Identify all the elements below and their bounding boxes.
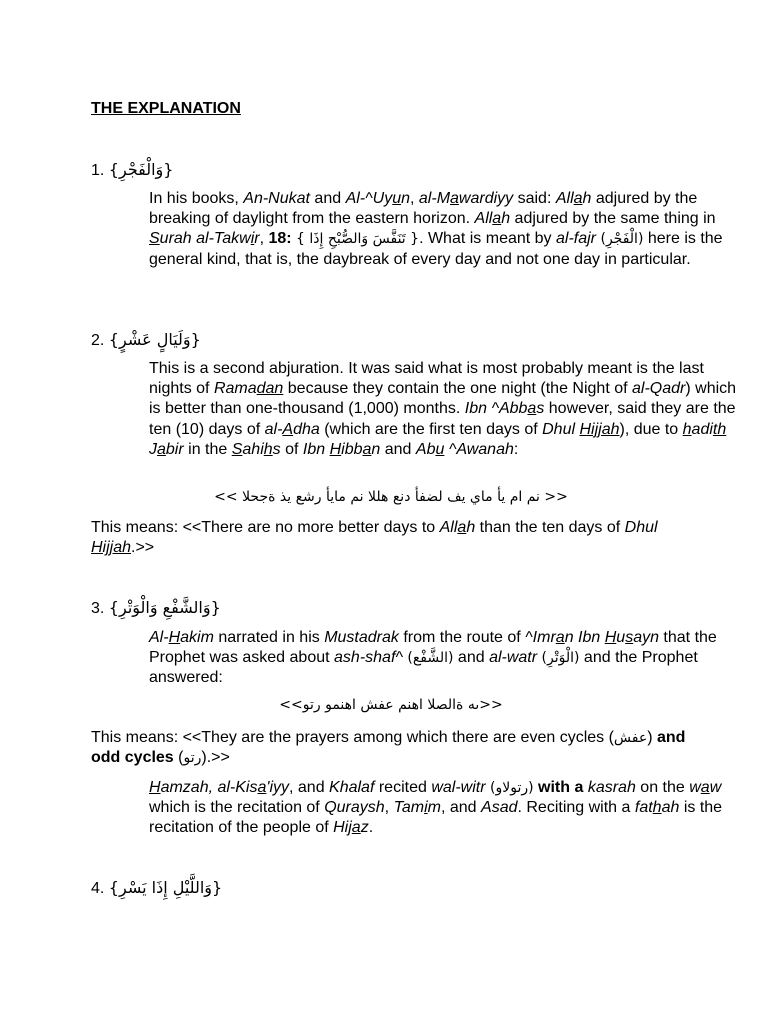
- section-3-paragraph: Al-Hakim narrated in his Mustadrak from the route of ^Imran Ibn Husayn that the Prophet was asked about ash-shaf^ (الشَّفْع) and al-watr (الْوَتْرِ) and the Prophet answered:: [149, 629, 717, 687]
- hadith-arabic: <<ىه ةالصلا اهنم عفش اهنمو رتو>>: [279, 697, 503, 713]
- hadith-arabic: << نم ام يأ ماي يف لضفأ دنع هللا نم مايأ رشع يذ ةجحلا >>: [214, 489, 568, 505]
- verse-arabic: {وَالشَّفْعِ وَالْوَتْرِ}: [108, 598, 221, 617]
- verse-arabic: {وَالْفَجْرِ}: [108, 160, 174, 179]
- verse-arabic-inline: { تَنَفَّسَ وَالصُّبْحِ إِذَا }: [291, 231, 420, 248]
- section-1-paragraph: In his books, An-Nukat and Al-^Uyun, al-Mawardiyy said: Allah adjured by the breaking of daylight from the eastern horizon. Allah adjured by the same thing in Surah al-Takwir, 18: { تَنَفَّسَ وَالصُّبْحِ إِذَا }. What is meant by al-fajr (الْفَجْرِ) here is the general kind, that is, the daybreak of every day and not one day in particular.: [149, 190, 723, 268]
- section-number: 4.: [91, 880, 105, 897]
- section-2-paragraph: This is a second abjuration. It was said what is most probably meant is the last nights of Ramadan because they contain the one night (the Night of al-Qadr) which is better than one-thousand (1,000) months. Ibn ^Abbas however, said they are the ten (10) days of al-Adha (which are the first ten days of Dhul Hijjah), due to hadith Jabir in the Sahihs of Ibn Hibban and Abu ^Awanah:: [149, 360, 737, 458]
- verse-arabic: {وَاللَّيْلِ إِذَا يَسْرِ}: [108, 878, 223, 897]
- section-3-paragraph-2: Hamzah, al-Kisa'iyy, and Khalaf recited wal-witr (رتولاو) with a kasrah on the waw which is the recitation of Quraysh, Tamim, and Asad. Reciting with a fathah is the recitation of the people of Hijaz.: [149, 779, 723, 837]
- section-3-meaning: This means: <<They are the prayers among which there are even cycles (عفش) and odd cycles (رتو).>>: [91, 729, 686, 767]
- page-title: THE EXPLANATION: [91, 100, 241, 117]
- section-number: 1.: [91, 162, 105, 179]
- section-4-heading: [91, 878, 222, 898]
- section-2-meaning: This means: <<There are no more better days to Allah than the ten days of Dhul Hijjah.>>: [91, 519, 658, 557]
- section-2-heading: [91, 330, 201, 350]
- section-3-heading: [91, 598, 221, 618]
- verse-arabic: {وَلَيَالٍ عَشْرٍ}: [108, 330, 201, 349]
- section-number: 3.: [91, 600, 105, 617]
- section-1-heading: [91, 160, 173, 180]
- section-number: 2.: [91, 332, 105, 349]
